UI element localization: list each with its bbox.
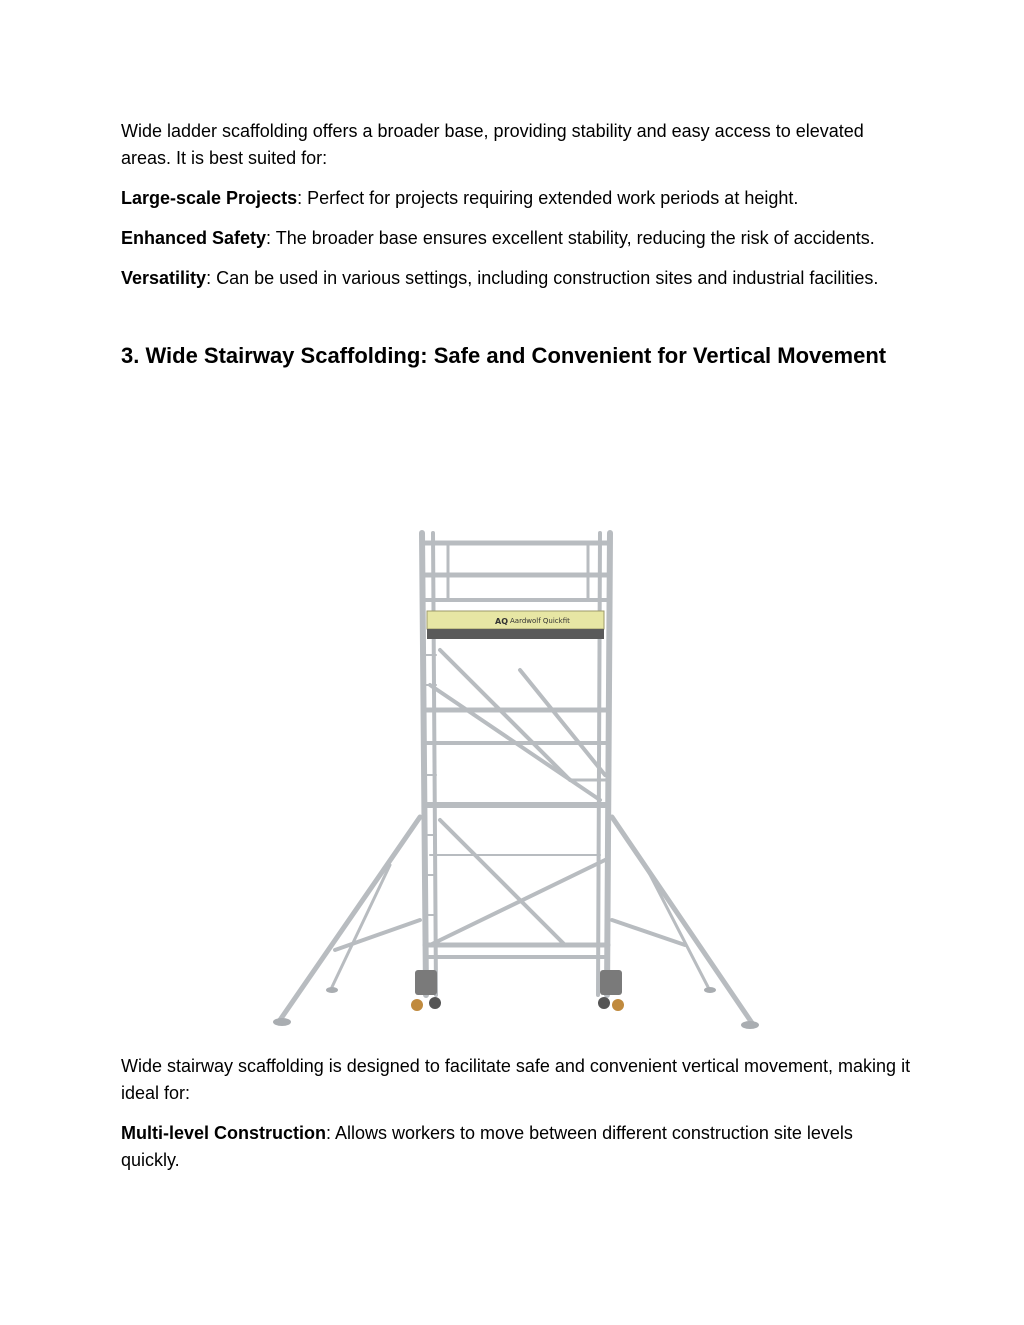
desc-multi-level-construction: : Allows workers to move between different construction site levels quickly. <box>121 1123 853 1170</box>
scaffolding-image <box>270 525 765 1035</box>
desc-versatility: : Can be used in various settings, including construction sites and industrial facilities. <box>206 268 879 288</box>
section-heading: 3. Wide Stairway Scaffolding: Safe and Convenient for Vertical Movement <box>121 343 887 368</box>
list-item-large-scale-projects <box>121 185 911 212</box>
list-item-enhanced-safety <box>121 225 911 252</box>
desc-enhanced-safety: : The broader base ensures excellent stability, reducing the risk of accidents. <box>266 228 875 248</box>
stairway-intro-paragraph: Wide stairway scaffolding is designed to facilitate safe and convenient vertical movement, making it ideal for: <box>121 1056 911 1103</box>
term-large-scale-projects: Large-scale Projects <box>121 188 298 208</box>
term-versatility: Versatility <box>121 268 207 288</box>
term-enhanced-safety: Enhanced Safety <box>121 228 267 248</box>
term-multi-level-construction: Multi-level Construction <box>121 1123 327 1143</box>
brand-name-text: Aardwolf Quickfit <box>510 617 570 625</box>
brand-logo-text: AQ <box>495 617 508 626</box>
scaffolding-illustration <box>270 525 765 1035</box>
intro-paragraph: Wide ladder scaffolding offers a broader base, providing stability and easy access to elevated areas. It is best suited for: <box>121 121 864 168</box>
upper-text-block <box>121 118 911 372</box>
list-item-versatility <box>121 265 911 292</box>
list-item-multi-level-construction <box>121 1120 911 1174</box>
desc-large-scale-projects: : Perfect for projects requiring extended work periods at height. <box>297 188 799 208</box>
lower-text-block <box>121 1053 911 1187</box>
